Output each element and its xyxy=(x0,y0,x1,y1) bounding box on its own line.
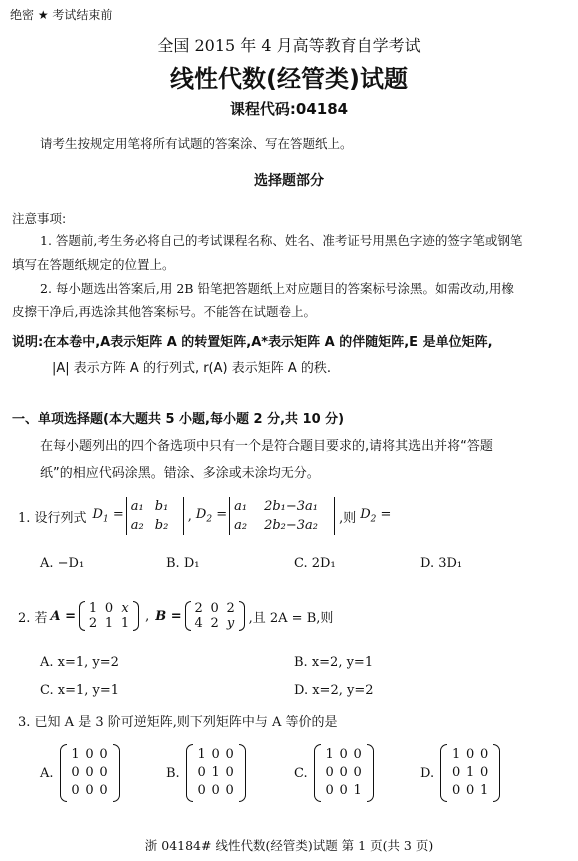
q3-option-d[interactable]: D. 1 0 0 0 1 0 0 0 1 xyxy=(420,744,500,802)
q1-det-d2: a₁ 2b₁−3a₁ a₂ 2b₂−3a₂ xyxy=(229,497,335,535)
explain-line2: |A| 表示方阵 A 的行列式, r(A) 表示矩阵 A 的秩. xyxy=(52,361,332,376)
q3-option-a[interactable]: A. 1 0 0 0 0 0 0 0 0 xyxy=(40,744,120,802)
section-title: 选择题部分 xyxy=(254,173,324,189)
note-1b: 填写在答题纸规定的位置上。 xyxy=(12,257,175,272)
secret-label: 绝密 ★ 考试结束前 xyxy=(10,8,113,22)
q2-option-b[interactable]: B. x=2, y=1 xyxy=(294,655,374,670)
course-code: 课程代码:04184 xyxy=(229,100,349,118)
exam-line: 全国 2015 年 4 月高等教育自学考试 xyxy=(157,36,421,55)
note-2b: 皮擦干净后,再选涂其他答案标号。不能答在试题卷上。 xyxy=(12,304,316,319)
part1-desc-a: 在每小题列出的四个备选项中只有一个是符合题目要求的,请将其选出并将“答题 xyxy=(40,439,493,454)
question-1-stem: 1. 设行列式 $D_1$ = a₁ b₁ a₂ b₂ , $D_2$ = a₁ 2b₁−3a₁ a₂ 2b₂−3a₂ ,则 $D_2$ = xyxy=(18,499,392,533)
q1-option-c[interactable]: C. 2D₁ xyxy=(294,556,336,571)
part1-title: 一、单项选择题(本大题共 5 小题,每小题 2 分,共 10 分) xyxy=(12,412,345,427)
q2-option-a[interactable]: A. x=1, y=2 xyxy=(40,655,119,670)
instruction: 请考生按规定用笔将所有试题的答案涂、写在答题纸上。 xyxy=(40,136,353,151)
page-title: 线性代数(经管类)试题 xyxy=(170,65,408,93)
q3-option-b[interactable]: B. 1 0 0 0 1 0 0 0 0 xyxy=(166,744,246,802)
q2-matrix-a: 1 0 x 2 1 1 xyxy=(79,601,139,631)
q1-option-a[interactable]: A. −D₁ xyxy=(40,556,85,571)
part1-desc-b: 纸”的相应代码涂黑。错涂、多涂或未涂均无分。 xyxy=(40,466,320,481)
q2-option-d[interactable]: D. x=2, y=2 xyxy=(294,683,374,698)
q1-det-d1: a₁ b₁ a₂ b₂ xyxy=(126,497,184,535)
q3-option-c[interactable]: C. 1 0 0 0 0 0 0 0 1 xyxy=(294,744,374,802)
q1-option-b[interactable]: B. D₁ xyxy=(166,556,200,571)
notes-heading: 注意事项: xyxy=(12,211,67,226)
page-footer: 浙 04184# 线性代数(经管类)试题 第 1 页(共 3 页) xyxy=(144,838,434,853)
explain-line1: 说明:在本卷中,A表示矩阵 A 的转置矩阵,A*表示矩阵 A 的伴随矩阵,E 是单位矩阵, xyxy=(12,335,493,350)
q1-option-d[interactable]: D. 3D₁ xyxy=(420,556,463,571)
q2-matrix-b: 2 0 2 4 2 y xyxy=(185,601,245,631)
note-2a: 2. 每小题选出答案后,用 2B 铅笔把答题纸上对应题目的答案标号涂黑。如需改动,用橡 xyxy=(40,281,514,296)
q1-prefix: 1. 设行列式 xyxy=(18,510,87,526)
question-3-stem: 3. 已知 A 是 3 阶可逆矩阵,则下列矩阵中与 A 等价的是 xyxy=(18,715,338,730)
q2-option-c[interactable]: C. x=1, y=1 xyxy=(40,683,120,698)
question-2-stem: 2. 若 A = 1 0 x 2 1 1 , B = 2 0 2 4 2 y ,且 2A = B,则 xyxy=(18,601,334,631)
note-1a: 1. 答题前,考生务必将自己的考试课程名称、姓名、准考证号用黑色字迹的签字笔或钢笔 xyxy=(40,233,523,248)
